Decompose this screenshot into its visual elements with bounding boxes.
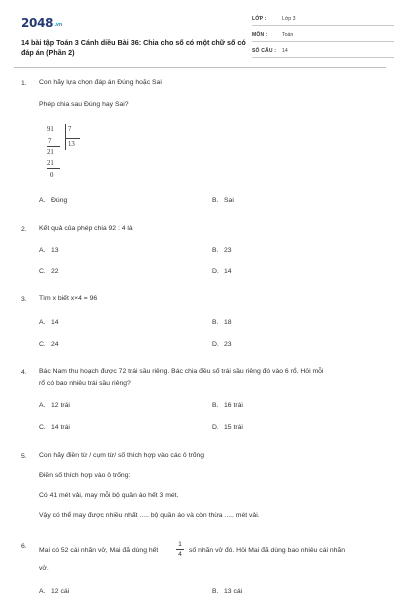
option-d[interactable] bbox=[212, 268, 232, 275]
option-text: 16 trái bbox=[224, 402, 243, 409]
option-text: Sai bbox=[224, 197, 234, 204]
option-letter: D. bbox=[212, 341, 219, 348]
option-text: 12 trái bbox=[51, 402, 70, 409]
question-instruction: Điền số thích hợp vào ô trống: bbox=[39, 472, 131, 479]
option-d[interactable] bbox=[212, 341, 232, 348]
option-text: 13 bbox=[51, 247, 59, 254]
question-number: 5. bbox=[21, 453, 27, 460]
question-subtext: Phép chia sau Đúng hay Sai? bbox=[39, 101, 129, 108]
option-text: 23 bbox=[224, 247, 232, 254]
question-text: Con hãy điền từ / cụm từ/ số thích hợp vào các ô trống bbox=[39, 452, 205, 459]
question-number: 2. bbox=[21, 226, 27, 233]
option-c[interactable] bbox=[39, 268, 59, 275]
option-letter: C. bbox=[39, 424, 46, 431]
question-text-before: Mai có 52 cái nhãn vở, Mai đã dùng hết bbox=[39, 547, 159, 554]
question-number: 6. bbox=[21, 543, 27, 550]
option-text: 14 trái bbox=[51, 424, 70, 431]
divisor: 7 bbox=[68, 126, 72, 133]
meta-row-class bbox=[252, 12, 394, 26]
quotient: 13 bbox=[68, 141, 75, 148]
meta-value: Toán bbox=[282, 32, 294, 38]
option-letter: B. bbox=[212, 247, 219, 254]
option-b[interactable] bbox=[212, 319, 232, 326]
option-letter: D. bbox=[212, 268, 219, 275]
option-letter: A. bbox=[39, 197, 46, 204]
question-number: 1. bbox=[21, 80, 27, 87]
option-text: 12 cái bbox=[51, 588, 70, 595]
subtraction-line-2 bbox=[47, 168, 60, 169]
fraction-numerator: 1 bbox=[178, 541, 182, 548]
option-text: 23 bbox=[224, 341, 232, 348]
option-text: 14 bbox=[51, 319, 59, 326]
option-letter: B. bbox=[212, 197, 219, 204]
option-letter: B. bbox=[212, 402, 219, 409]
option-text: 13 cái bbox=[224, 588, 243, 595]
remainder-step-2: 0 bbox=[50, 172, 54, 179]
site-logo bbox=[21, 16, 62, 30]
meta-key: LỚP : bbox=[252, 16, 267, 22]
question-text: Con hãy lựa chọn đáp án Đúng hoặc Sai bbox=[39, 79, 162, 86]
meta-key: MÔN : bbox=[252, 32, 268, 38]
meta-row-subject bbox=[252, 28, 394, 42]
subtract-step-1: 7 bbox=[48, 138, 52, 145]
option-a[interactable] bbox=[39, 588, 69, 595]
meta-value: Lớp 3 bbox=[282, 16, 296, 22]
option-d[interactable] bbox=[212, 424, 243, 431]
option-text: 22 bbox=[51, 268, 59, 275]
option-c[interactable] bbox=[39, 424, 70, 431]
meta-row-count bbox=[252, 44, 394, 58]
question-context: Có 41 mét vải, may mỗi bộ quần áo hết 3 mét. bbox=[39, 492, 179, 499]
option-a[interactable] bbox=[39, 197, 67, 204]
option-a[interactable] bbox=[39, 247, 59, 254]
option-letter: D. bbox=[212, 424, 219, 431]
remainder-step-1: 21 bbox=[47, 149, 54, 156]
option-b[interactable] bbox=[212, 247, 232, 254]
header-divider bbox=[14, 67, 386, 68]
fraction-denominator: 4 bbox=[178, 551, 182, 558]
page-header bbox=[14, 12, 386, 60]
question-text: Tìm x biết x×4 = 96 bbox=[39, 295, 98, 302]
question-number: 3. bbox=[21, 296, 27, 303]
dividend: 91 bbox=[47, 126, 54, 133]
option-letter: A. bbox=[39, 588, 46, 595]
question-text-line-1: Bác Nam thu hoạch được 72 trái sầu riêng. Bác chia đều số trái sầu riêng đó vào 6 rổ. Hỏi mỗi bbox=[39, 368, 324, 375]
long-division-work bbox=[39, 124, 99, 186]
option-letter: A. bbox=[39, 402, 46, 409]
divisor-underline bbox=[65, 138, 80, 139]
option-b[interactable] bbox=[212, 197, 234, 204]
question-text-line-2: rổ có bao nhiêu trái sầu riêng? bbox=[39, 380, 131, 387]
question-text-line-2: vở. bbox=[39, 565, 49, 572]
option-letter: B. bbox=[212, 588, 219, 595]
subtract-step-2: 21 bbox=[47, 160, 54, 167]
fraction-one-quarter bbox=[176, 541, 184, 558]
option-letter: B. bbox=[212, 319, 219, 326]
option-b[interactable] bbox=[212, 588, 242, 595]
meta-value: 14 bbox=[282, 48, 288, 54]
question-text-after: số nhãn vở đó. Hỏi Mai đã dùng bao nhiêu cái nhãn bbox=[189, 547, 345, 554]
option-text: 18 bbox=[224, 319, 232, 326]
document-title: 14 bài tập Toán 3 Cánh diều Bài 36: Chia cho số có một chữ số có đáp án (Phần 2) bbox=[21, 38, 246, 57]
option-text: 15 trái bbox=[224, 424, 243, 431]
option-letter: A. bbox=[39, 319, 46, 326]
option-b[interactable] bbox=[212, 402, 243, 409]
option-text: 14 bbox=[224, 268, 232, 275]
logo-tld: .vn bbox=[54, 22, 63, 28]
option-text: Đúng bbox=[51, 197, 68, 204]
option-letter: C. bbox=[39, 268, 46, 275]
fraction-bar bbox=[176, 549, 184, 550]
option-letter: A. bbox=[39, 247, 46, 254]
question-text: Kết quả của phép chia 92 : 4 là bbox=[39, 225, 133, 232]
fill-blank-sentence: Vậy có thể may được nhiều nhất ..... bộ quần áo và còn thừa ..... mét vải. bbox=[39, 512, 260, 519]
division-vertical-line bbox=[65, 124, 66, 150]
option-text: 24 bbox=[51, 341, 59, 348]
subtraction-line-1 bbox=[47, 146, 60, 147]
option-a[interactable] bbox=[39, 402, 70, 409]
meta-key: SỐ CÂU : bbox=[252, 48, 277, 54]
option-c[interactable] bbox=[39, 341, 59, 348]
option-letter: C. bbox=[39, 341, 46, 348]
option-a[interactable] bbox=[39, 319, 59, 326]
question-number: 4. bbox=[21, 369, 27, 376]
logo-text: 2048 bbox=[21, 16, 54, 30]
